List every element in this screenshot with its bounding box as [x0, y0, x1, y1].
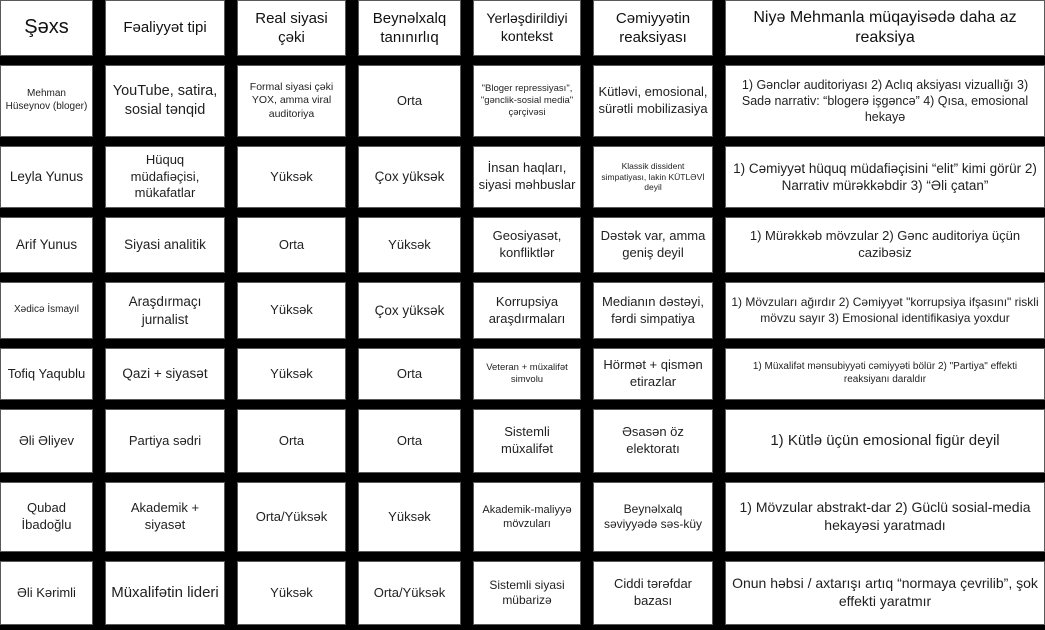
- why-less-reaction-cell: Onun həbsi / axtarışı artıq “normaya çevrilib”, şok effekti yaratmır: [725, 561, 1045, 625]
- political-weight-cell: Orta: [237, 409, 346, 473]
- political-weight-cell: Yüksək: [237, 282, 346, 339]
- context-cell: Sistemli müxalifət: [473, 409, 581, 473]
- activity-type-cell: YouTube, satira, sosial tənqid: [105, 65, 225, 137]
- international-recognition-cell: Orta: [358, 409, 461, 473]
- international-recognition-cell: Orta: [358, 348, 461, 400]
- international-recognition-cell: Çox yüksək: [358, 282, 461, 339]
- context-cell: Geosiyasət, konfliktlər: [473, 217, 581, 273]
- political-weight-cell: Formal siyasi çəki YOX, amma viral auditoriya: [237, 65, 346, 137]
- context-cell: Veteran + müxalifət simvolu: [473, 348, 581, 400]
- person-cell: Əli Əliyev: [0, 409, 93, 473]
- context-cell: "Bloger repressiyası", "gənclik-sosial media" çərçivəsi: [473, 65, 581, 137]
- public-reaction-cell: Ciddi tərəfdar bazası: [593, 561, 713, 625]
- why-less-reaction-cell: 1) Mövzuları ağırdır 2) Cəmiyyət "korrupsiya ifşasını" riskli mövzu sayır 3) Emosional identifikasiya yoxdur: [725, 282, 1045, 339]
- header-international-recognition: Beynəlxalq tanınırlıq: [358, 0, 461, 56]
- activity-type-cell: Siyasi analitik: [105, 217, 225, 273]
- international-recognition-cell: Çox yüksək: [358, 146, 461, 208]
- activity-type-cell: Araşdırmaçı jurnalist: [105, 282, 225, 339]
- why-less-reaction-cell: 1) Mürəkkəb mövzular 2) Gənc auditoriya üçün cazibəsiz: [725, 217, 1045, 273]
- person-cell: Leyla Yunus: [0, 146, 93, 208]
- context-cell: Akademik-maliyyə mövzuları: [473, 482, 581, 552]
- international-recognition-cell: Yüksək: [358, 482, 461, 552]
- why-less-reaction-cell: 1) Kütlə üçün emosional figür deyil: [725, 409, 1045, 473]
- international-recognition-cell: Yüksək: [358, 217, 461, 273]
- header-person: Şəxs: [0, 0, 93, 56]
- public-reaction-cell: Beynəlxalq səviyyədə səs-küy: [593, 482, 713, 552]
- public-reaction-cell: Əsasən öz elektoratı: [593, 409, 713, 473]
- political-weight-cell: Yüksək: [237, 146, 346, 208]
- international-recognition-cell: Orta: [358, 65, 461, 137]
- activity-type-cell: Qazi + siyasət: [105, 348, 225, 400]
- why-less-reaction-cell: 1) Cəmiyyət hüquq müdafiəçisini “elit” kimi görür 2) Narrativ mürəkkəbdir 3) “Əli çatan”: [725, 146, 1045, 208]
- why-less-reaction-cell: 1) Mövzular abstrakt-dar 2) Güclü sosial-media hekayəsi yaratmadı: [725, 482, 1045, 552]
- header-why-less-reaction: Niyə Mehmanla müqayisədə daha az reaksiya: [725, 0, 1045, 56]
- public-reaction-cell: Hörmət + qismən etirazlar: [593, 348, 713, 400]
- person-cell: Qubad İbadoğlu: [0, 482, 93, 552]
- header-public-reaction: Cəmiyyətin reaksiyası: [593, 0, 713, 56]
- context-cell: Sistemli siyasi mübarizə: [473, 561, 581, 625]
- public-reaction-cell: Klassik dissident simpatiyası, lakin KÜTLƏVİ deyil: [593, 146, 713, 208]
- person-cell: Tofiq Yaqublu: [0, 348, 93, 400]
- header-activity-type: Fəaliyyət tipi: [105, 0, 225, 56]
- context-cell: Korrupsiya araşdırmaları: [473, 282, 581, 339]
- public-reaction-cell: Dəstək var, amma geniş deyil: [593, 217, 713, 273]
- header-context: Yerləşdirildiyi kontekst: [473, 0, 581, 56]
- public-reaction-cell: Kütləvi, emosional, sürətli mobilizasiya: [593, 65, 713, 137]
- political-weight-cell: Yüksək: [237, 561, 346, 625]
- political-weight-cell: Orta/Yüksək: [237, 482, 346, 552]
- context-cell: İnsan haqları, siyasi məhbuslar: [473, 146, 581, 208]
- why-less-reaction-cell: 1) Gənclər auditoriyası 2) Aclıq aksiyası vizuallığı 3) Sadə narrativ: “blogerə işgəncə” 4) Qısa, emosional hekayə: [725, 65, 1045, 137]
- political-weight-cell: Orta: [237, 217, 346, 273]
- person-cell: Xədicə İsmayıl: [0, 282, 93, 339]
- person-cell: Əli Kərimli: [0, 561, 93, 625]
- person-cell: Arif Yunus: [0, 217, 93, 273]
- public-reaction-cell: Medianın dəstəyi, fərdi simpatiya: [593, 282, 713, 339]
- header-political-weight: Real siyasi çəki: [237, 0, 346, 56]
- activity-type-cell: Akademik + siyasət: [105, 482, 225, 552]
- activity-type-cell: Müxalifətin lideri: [105, 561, 225, 625]
- international-recognition-cell: Orta/Yüksək: [358, 561, 461, 625]
- political-weight-cell: Yüksək: [237, 348, 346, 400]
- person-cell: Mehman Hüseynov (bloger): [0, 65, 93, 137]
- activity-type-cell: Partiya sədri: [105, 409, 225, 473]
- why-less-reaction-cell: 1) Müxalifət mənsubiyyəti cəmiyyəti bölür 2) "Partiya" effekti reaksiyanı daraldır: [725, 348, 1045, 400]
- activity-type-cell: Hüquq müdafiəçisi, mükafatlar: [105, 146, 225, 208]
